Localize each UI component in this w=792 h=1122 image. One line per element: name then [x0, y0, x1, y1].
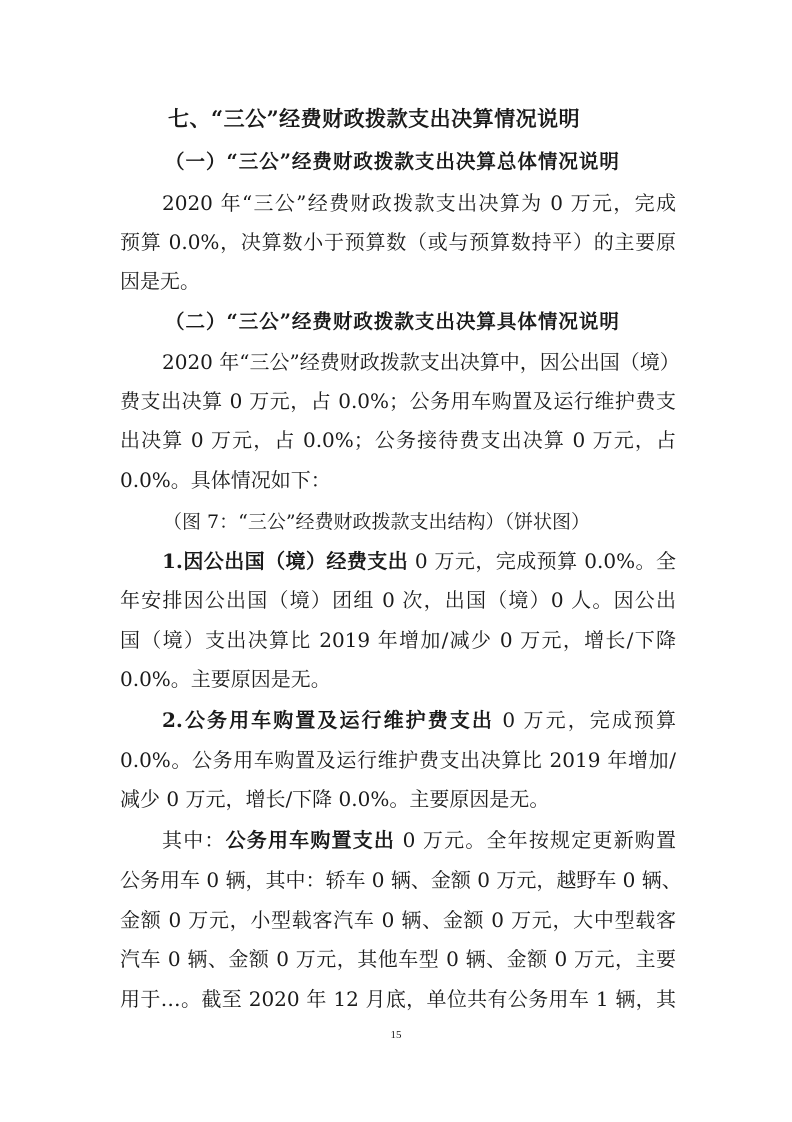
item3-prefix: 其中：: [162, 828, 226, 852]
paragraph-line: 0.0%。主要原因是无。: [120, 667, 331, 691]
paragraph-line: 国（境）支出决算比 2019 年增加/减少 0 万元，增长/下降: [120, 628, 676, 652]
paragraph-line: 预算 0.0%，决算数小于预算数（或与预算数持平）的主要原: [120, 230, 676, 254]
paragraph-line: 0.0%。公务用车购置及运行维护费支出决算比 2019 年增加/: [120, 748, 676, 772]
paragraph-line: 公务用车 0 辆，其中：轿车 0 辆、金额 0 万元，越野车 0 辆、: [120, 868, 682, 892]
section-title: 七、“三公”经费财政拨款支出决算情况说明: [168, 106, 581, 131]
paragraph-line: 金额 0 万元，小型载客汽车 0 辆、金额 0 万元，大中型载客: [120, 908, 676, 932]
paragraph-line: 0.0%。具体情况如下：: [120, 468, 331, 492]
paragraph-line: 费支出决算 0 万元，占 0.0%；公务用车购置及运行维护费支: [120, 389, 676, 413]
item2-first-line: [162, 705, 676, 735]
paragraph-line: 2020 年“三公”经费财政拨款支出决算为 0 万元，完成: [162, 191, 676, 215]
paragraph-line: 2020 年“三公”经费财政拨款支出决算中，因公出国（境）: [162, 350, 680, 374]
item2-rest: 0 万元，完成预算: [493, 708, 676, 732]
paragraph-line: 出决算 0 万元，占 0.0%；公务接待费支出决算 0 万元，占: [120, 428, 676, 452]
item1-label: 1.因公出国（境）经费支出: [162, 549, 409, 573]
paragraph-line: 减少 0 万元，增长/下降 0.0%。主要原因是无。: [120, 787, 550, 811]
subsection-heading-overall: （一）“三公”经费财政拨款支出决算总体情况说明: [165, 150, 620, 173]
paragraph-line: 汽车 0 辆、金额 0 万元，其他车型 0 辆、金额 0 万元，主要: [120, 947, 676, 971]
item1-rest: 0 万元，完成预算 0.0%。全: [408, 549, 676, 573]
figure-caption: （图 7：“三公”经费财政拨款支出结构）（饼状图）: [163, 511, 591, 533]
item1-first-line: [162, 546, 676, 576]
item3-label: 公务用车购置支出: [225, 828, 396, 852]
paragraph-line: 因是无。: [120, 269, 200, 293]
subsection-heading-detail: （二）“三公”经费财政拨款支出决算具体情况说明: [165, 310, 620, 333]
item2-label: 2.公务用车购置及运行维护费支出: [162, 708, 494, 732]
item3-first-line: [162, 825, 676, 855]
paragraph-line: 年安排因公出国（境）团组 0 次，出国（境）0 人。因公出: [120, 588, 676, 612]
paragraph-line: 用于…。截至 2020 年 12 月底，单位共有公务用车 1 辆，其: [120, 987, 676, 1011]
page-number: 15: [390, 1029, 402, 1041]
item3-rest: 0 万元。全年按规定更新购置: [395, 828, 676, 852]
